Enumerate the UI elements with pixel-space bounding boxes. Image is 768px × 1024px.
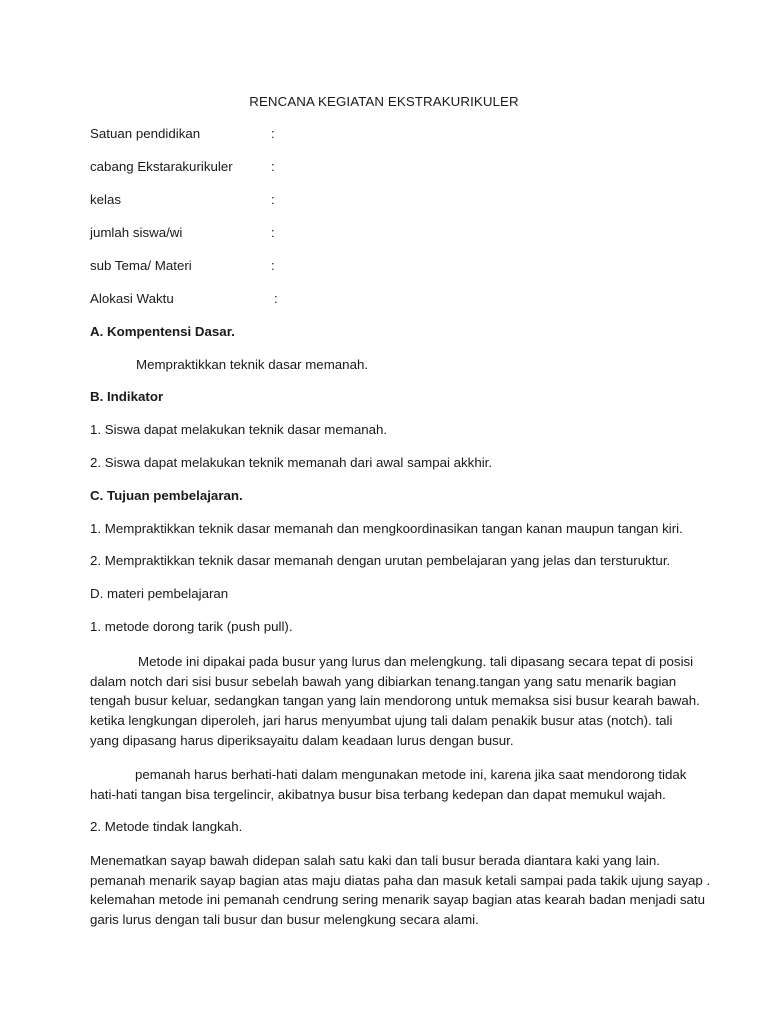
field-kelas — [90, 192, 690, 210]
field-sub-tema — [90, 258, 690, 276]
method-1-paragraph-2 — [90, 765, 687, 804]
section-d-heading: D. materi pembelajaran — [90, 586, 229, 601]
method-2-title: 2. Metode tindak langkah. — [90, 819, 243, 834]
field-label: jumlah siswa/wi — [90, 225, 183, 240]
field-separator: : — [271, 192, 275, 207]
field-label: Satuan pendidikan — [90, 126, 201, 141]
method-2-paragraph — [90, 851, 711, 930]
paragraph-line: yang dipasang harus diperiksayaitu dalam keadaan lurus dengan busur. — [90, 732, 514, 748]
paragraph-line: tengah busur keluar, sedangkan tangan yang lain mendorong untuk memaksa sisi busur kearah bawah. — [90, 693, 700, 709]
field-alokasi-waktu — [90, 291, 690, 309]
field-label: kelas — [90, 192, 122, 207]
section-c-heading: C. Tujuan pembelajaran. — [90, 488, 243, 503]
paragraph-line: garis lurus dengan tali busur dan busur melengkung secara alami. — [90, 912, 479, 928]
field-label: cabang Ekstarakurikuler — [90, 159, 233, 174]
paragraph-line: Metode ini dipakai pada busur yang lurus dan melengkung. tali dipasang secara tepat di posisi — [138, 654, 694, 669]
objective-item: 1. Mempraktikkan teknik dasar memanah dan mengkoordinasikan tangan kanan maupun tangan kiri. — [90, 521, 683, 536]
method-1-title: 1. metode dorong tarik (push pull). — [90, 619, 293, 634]
document-title: RENCANA KEGIATAN EKSTRAKURIKULER — [249, 94, 519, 109]
field-separator: : — [271, 159, 275, 174]
section-b-heading: B. Indikator — [90, 389, 164, 404]
field-separator: : — [274, 291, 278, 306]
field-cabang-ekstrakurikuler — [90, 159, 690, 177]
paragraph-line: hati-hati tangan bisa tergelincir, akibatnya busur bisa terbang kedepan dan dapat memukul wajah. — [90, 786, 666, 802]
paragraph-line: pemanah harus berhati-hati dalam mengunakan metode ini, karena jika saat mendorong tidak — [135, 767, 687, 782]
indicator-item: 2. Siswa dapat melakukan teknik memanah dari awal sampai akkhir. — [90, 455, 493, 470]
paragraph-line: pemanah menarik sayap bagian atas maju diatas paha dan masuk ketali sampai pada takik ujung sayap . — [90, 872, 711, 888]
field-separator: : — [271, 258, 275, 273]
field-label: sub Tema/ Materi — [90, 258, 192, 273]
paragraph-line: kelemahan metode ini pemanah cendrung sering menarik sayap bagian atas kearah badan menjadi satu — [90, 892, 706, 908]
field-satuan-pendidikan — [90, 126, 690, 144]
paragraph-line: ketika lengkungan diperoleh, jari harus menyumbat ujung tali dalam penakik busur atas (notch). tali — [90, 713, 673, 729]
paragraph-line: Menematkan sayap bawah didepan salah satu kaki dan tali busur berada diantara kaki yang lain. — [90, 853, 660, 868]
field-label: Alokasi Waktu — [90, 291, 174, 306]
field-jumlah-siswa — [90, 225, 690, 243]
indicator-item: 1. Siswa dapat melakukan teknik dasar memanah. — [90, 422, 388, 437]
objective-item: 2. Mempraktikkan teknik dasar memanah dengan urutan pembelajaran yang jelas dan tersturuktur. — [90, 553, 671, 568]
field-separator: : — [271, 126, 275, 141]
method-1-paragraph-1 — [90, 652, 700, 751]
section-a-text: Mempraktikkan teknik dasar memanah. — [136, 357, 369, 372]
section-a-heading: A. Kompentensi Dasar. — [90, 324, 235, 339]
paragraph-line: dalam notch dari sisi busur sebelah bawah yang dibiarkan tenang.tangan yang satu menarik bagian — [90, 673, 677, 689]
field-separator: : — [271, 225, 275, 240]
